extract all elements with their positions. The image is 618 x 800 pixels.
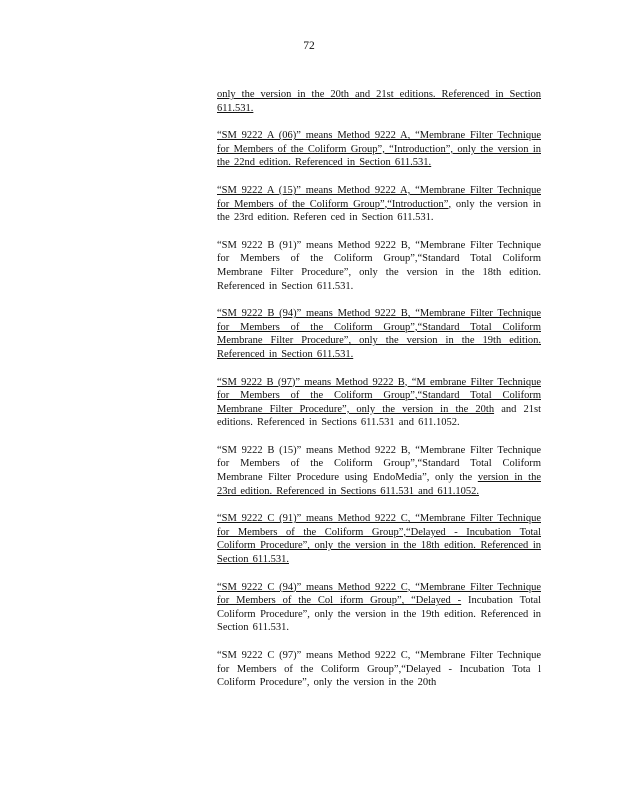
definition-sm-9222-b-97 [217, 376, 541, 430]
page-number: 72 [303, 40, 315, 52]
underlined-text: “SM 9222 A (15)” means Method 9222 A, “Membrane Filter Technique for Members of the Coliform Group”,“Introduction”, [217, 184, 541, 210]
plain-text: and 21st editions. Referenced in Sections 611.531 and 611.1052. [217, 403, 541, 429]
document-body [217, 88, 541, 704]
definition-sm-9222-a-06 [217, 129, 541, 170]
plain-text: “SM 9222 B (15)” means Method 9222 B, “Membrane Filter Technique for Members of the Coliform Group”,“Standard Total Coliform Membrane Filter Procedure using EndoMedia”, only the [217, 444, 541, 484]
underlined-text: “SM 9222 C (94)” means Method 9222 C, “Membrane Filter Technique for Members of the Col iform Group”, “Delayed - [217, 581, 541, 607]
definition-sm-9222-c-97 [217, 649, 541, 690]
plain-text: Incubation Total Coliform Procedure”, only the version in the 19th edition. Referenced in Section 611.531. [217, 595, 542, 634]
plain-text: only the version in the 23rd edition. Referen ced in Section 611.531. [217, 198, 541, 224]
paragraph-continuation [217, 88, 541, 115]
definition-sm-9222-c-91 [217, 512, 541, 566]
definition-sm-9222-b-91 [217, 239, 541, 293]
underlined-text: “SM 9222 C (91)” means Method 9222 C, “Membrane Filter Technique for Members of the Coliform Group”,“Delayed - Incubation Total Coliform Procedure”, only the version in the 18th edition. Referenced in Section 611.531. [217, 513, 541, 566]
definition-sm-9222-b-15 [217, 444, 541, 498]
definition-sm-9222-a-15 [217, 184, 541, 225]
underlined-text: “SM 9222 A (06)” means Method 9222 A, “Membrane Filter Technique for Members of the Coliform Group”, “Introduction”, only the version in the 22nd edition. Referenced in Section 611.531. [217, 130, 541, 169]
definition-sm-9222-b-94 [217, 307, 541, 361]
plain-text: “SM 9222 C (97)” means Method 9222 C, “Membrane Filter Technique for Members of the Coliform Group”,“Delayed - Incubation Tota l Coliform Procedure”, only the version in the 20th [217, 650, 541, 689]
plain-text: “SM 9222 B (91)” means Method 9222 B, “Membrane Filter Technique for Members of the Coliform Group”,“Standard Total Coliform Membrane Filter Procedure”, only the version in the 18th edition. Referenced in Section 611.531. [217, 239, 541, 292]
underlined-tail-text: version in the 23rd edition. Referenced in Sections 611.531 and 611.1052. [217, 472, 541, 497]
underlined-text: only the version in the 20th and 21st editions. Referenced in Section 611.531. [217, 89, 541, 114]
underlined-text: “SM 9222 B (97)” means Method 9222 B, “M embrane Filter Technique for Members of the Coliform Group”,“Standard Total Coliform Membrane Filter Procedure”, only the version in the 20th [217, 376, 541, 415]
underlined-text: “SM 9222 B (94)” means Method 9222 B, “Membrane Filter Technique for Members of the Coliform Group”,“Standard Total Coliform Membrane Filter Procedure”, only the version in the 19th edition. Referenced in Section 611.531. [217, 308, 541, 360]
definition-sm-9222-c-94 [217, 581, 541, 635]
